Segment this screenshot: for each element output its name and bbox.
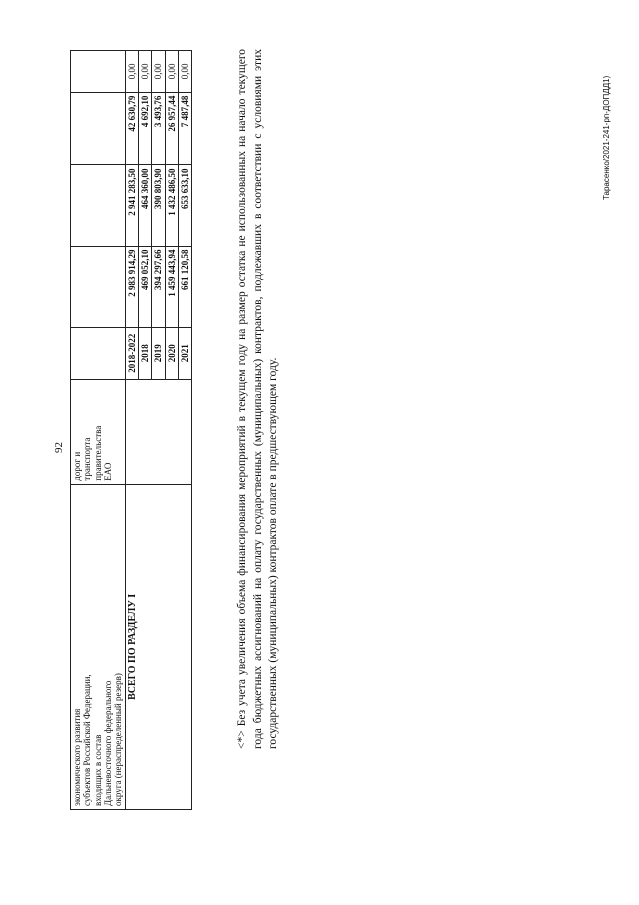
year-cell: 2021 — [179, 327, 192, 379]
footer-reference: Тарасенко/2021-241-рп-ДОПДД1) — [602, 75, 611, 200]
amount-cell: 2 941 283,50 — [125, 165, 138, 246]
table-row — [125, 51, 138, 810]
responsible-line: ЕАО — [103, 462, 114, 481]
responsible-line: дорог и — [72, 451, 82, 481]
amount-cell: 0,00 — [179, 51, 192, 93]
amount-cell: 0,00 — [152, 51, 165, 93]
amount-cell: 1 459 443,94 — [165, 246, 178, 327]
amount-cell: 4 692,10 — [139, 92, 152, 165]
footnote — [235, 49, 282, 809]
year-cell: 2020 — [165, 327, 178, 379]
amount-cell: 1 432 486,50 — [165, 165, 178, 246]
year-cell: 2019 — [152, 327, 165, 379]
year-cell: 2018 — [139, 327, 152, 379]
amount-cell — [71, 246, 126, 327]
year-cell: 2018-2022 — [125, 327, 138, 379]
description-cell — [71, 484, 126, 809]
total-label: ВСЕГО ПО РАЗДЕЛУ I — [125, 484, 192, 809]
amount-cell — [71, 165, 126, 246]
responsible-cell — [71, 379, 126, 484]
responsible-line: транспорта — [82, 437, 93, 481]
amount-cell — [71, 51, 126, 93]
page-number: 92 — [53, 442, 65, 453]
footnote-text: <*> Без учета увеличения объема финансирования мероприятий в текущем году на размер остатка не использованных на начало текущего года бюджетных ассигнований на оплату государственных (муниципальных) контрактов, подлежавших в соответствии с условиями этих государственных (муниципальных) контрактов оплате в предшествующем году. — [236, 49, 280, 749]
amount-cell: 42 630,79 — [125, 92, 138, 165]
description-line: Дальневосточного федерального — [103, 680, 114, 806]
amount-cell: 0,00 — [125, 51, 138, 93]
amount-cell: 653 633,10 — [179, 165, 192, 246]
responsible-empty-cell — [125, 379, 192, 484]
amount-cell: 394 297,66 — [152, 246, 165, 327]
amount-cell: 661 120,58 — [179, 246, 192, 327]
amount-cell: 469 052,10 — [139, 246, 152, 327]
amount-cell: 26 957,44 — [165, 92, 178, 165]
amount-cell: 7 487,48 — [179, 92, 192, 165]
amount-cell: 464 360,00 — [139, 165, 152, 246]
year-cell — [71, 327, 126, 379]
description-line: экономического развития — [72, 708, 82, 806]
amount-cell: 2 983 914,29 — [125, 246, 138, 327]
description-line: входящих в состав — [92, 734, 103, 806]
amount-cell: 0,00 — [139, 51, 152, 93]
amount-cell: 3 493,76 — [152, 92, 165, 165]
amount-cell — [71, 92, 126, 165]
amount-cell: 390 803,90 — [152, 165, 165, 246]
description-line: субъектов Российской Федерации, — [82, 674, 93, 806]
amount-cell: 0,00 — [165, 51, 178, 93]
description-line: округа (нераспределенный резерв) — [113, 673, 124, 806]
budget-table — [70, 50, 192, 810]
responsible-line: правительства — [92, 425, 103, 481]
table-row — [71, 51, 126, 810]
